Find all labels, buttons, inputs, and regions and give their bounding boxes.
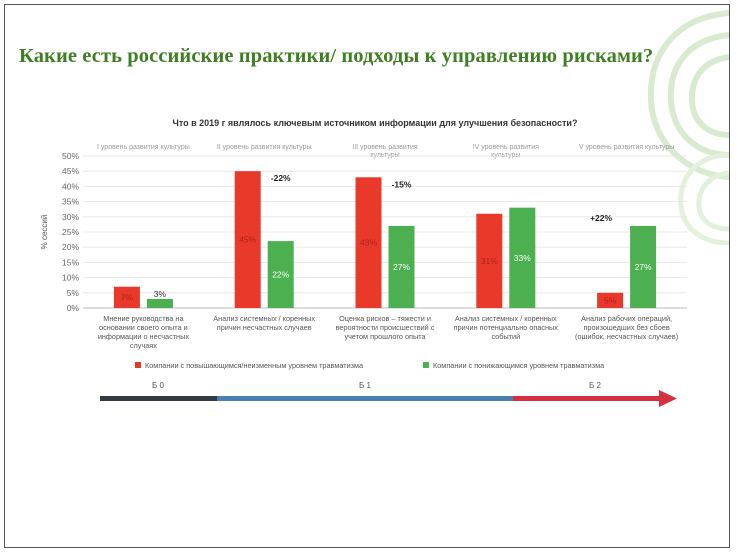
chart-title: Что в 2019 г являлось ключевым источником информации для улучшения безопасности? xyxy=(172,118,578,128)
category-label: учетом прошлого опыта xyxy=(344,332,426,341)
timeline-label: Б 0 xyxy=(152,381,164,390)
delta-annotation: -22% xyxy=(270,173,291,184)
timeline-arrow-icon xyxy=(659,390,677,407)
stage-label: III уровень развития культуры xyxy=(352,144,418,160)
category-label: вероятности происшествий с xyxy=(335,323,435,332)
category-label: Анализ системных / коренных xyxy=(213,314,316,323)
category-label: Оценка рисков – тяжести и xyxy=(339,314,431,323)
category-label: основании своего опыта и xyxy=(99,323,188,332)
legend-swatch-series-2 xyxy=(423,362,429,368)
category-label: причин потенциально опасных xyxy=(453,323,558,332)
y-tick-label: 20% xyxy=(61,242,79,253)
data-label-series-2: 33% xyxy=(513,252,531,263)
category-label: причин несчастных случаев xyxy=(216,323,312,332)
delta-annotation: +22% xyxy=(590,212,613,223)
legend-label-series-2: Компании с понижающимся уровнем травматизма xyxy=(433,361,605,370)
data-label-series-1: 31% xyxy=(480,255,498,266)
stage-label: I уровень развития культуры xyxy=(96,144,190,151)
timeline-label: Б 2 xyxy=(589,381,601,390)
y-tick-label: 25% xyxy=(61,227,79,237)
y-tick-label: 5% xyxy=(66,287,79,298)
y-tick-label: 10% xyxy=(61,272,79,283)
timeline-label: Б 1 xyxy=(359,381,371,390)
y-tick-label: 0% xyxy=(66,303,79,313)
timeline-segment xyxy=(513,396,661,401)
timeline-segment xyxy=(217,396,513,401)
y-tick-label: 30% xyxy=(61,211,79,222)
category-label: произошедших без сбоев xyxy=(583,323,670,332)
y-tick-label: 45% xyxy=(61,166,79,177)
bar-series-2 xyxy=(147,299,173,308)
legend-label-series-1: Компании с повышающимся/неизменным уровнем травматизма xyxy=(145,361,364,370)
category-label: Анализ системных / коренных xyxy=(454,314,557,323)
bar-chart xyxy=(5,5,730,548)
data-label-series-2: 22% xyxy=(272,269,290,280)
stage-label: V уровень развития культуры xyxy=(578,144,675,151)
data-label-series-2: 27% xyxy=(392,261,411,272)
y-tick-label: 15% xyxy=(61,257,79,268)
data-label-series-1: 7% xyxy=(120,292,134,303)
slide-title: Какие есть российские практики/ подходы к управлению рисками? xyxy=(19,45,654,67)
category-label: Мнение руководства на xyxy=(103,314,184,323)
y-tick-label: 40% xyxy=(61,181,79,192)
category-label: событий xyxy=(491,332,521,341)
data-label-series-2: 27% xyxy=(634,261,652,272)
y-tick-label: 50% xyxy=(61,151,79,161)
y-tick-label: 35% xyxy=(61,196,79,207)
category-label: Анализ рабочих операций, xyxy=(581,314,673,323)
data-label-series-1: 45% xyxy=(239,234,257,245)
data-label-series-1: 43% xyxy=(359,237,378,248)
legend-swatch-series-1 xyxy=(135,362,141,368)
stage-label: IV уровень развития культуры xyxy=(472,144,539,160)
category-label: (ошибок, несчастных случаев) xyxy=(575,332,679,341)
category-label: информации о несчастных xyxy=(97,332,189,341)
data-label-series-2: 3% xyxy=(153,288,167,299)
data-label-series-1: 5% xyxy=(603,295,617,306)
y-axis-label: % сессий xyxy=(40,214,49,250)
slide xyxy=(4,4,730,548)
delta-annotation: -15% xyxy=(391,179,412,190)
stage-label: II уровень развития культуры xyxy=(216,144,312,151)
timeline-segment xyxy=(100,396,217,401)
category-label: случаях xyxy=(129,341,157,350)
